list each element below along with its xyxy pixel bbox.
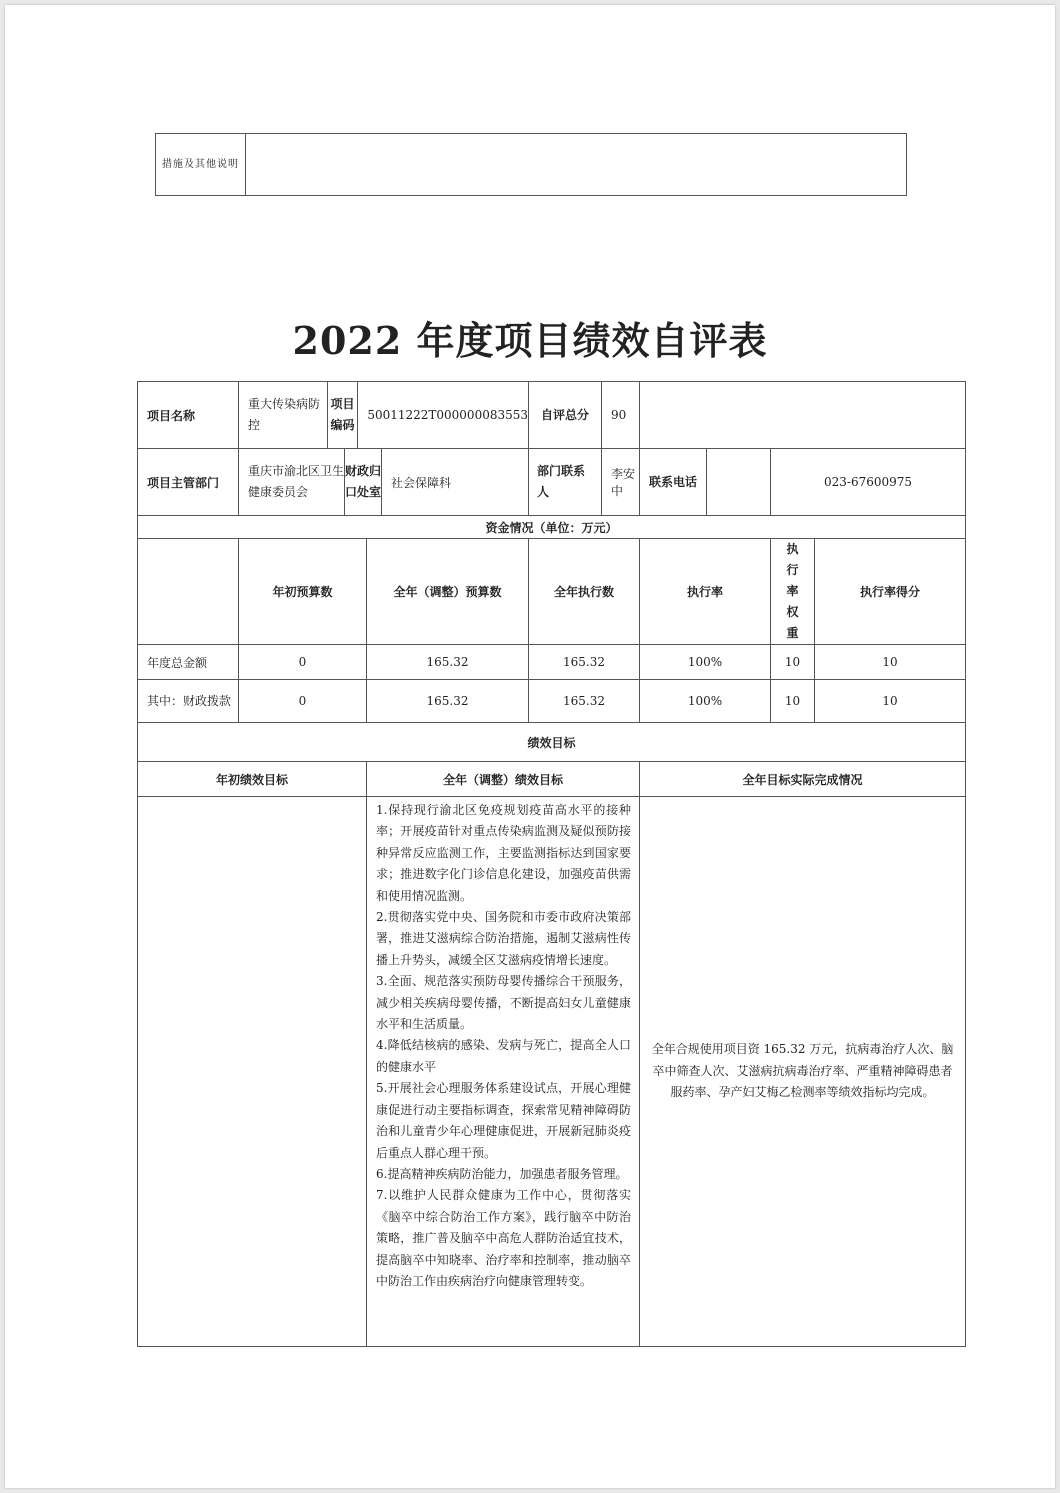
goals-initial-cell (138, 797, 367, 1347)
page-title: 2022 年度项目绩效自评表 (292, 318, 768, 363)
funds-cell: 100% (640, 680, 771, 723)
funds-header-executed: 全年执行数 (529, 539, 640, 645)
finance-office-label: 财政归口处室 (345, 449, 382, 515)
goals-adjusted-cell (367, 797, 640, 1347)
project-code-value: 50011222T000000083553 (367, 408, 529, 422)
goals-header-adjusted: 全年（调整）绩效目标 (367, 762, 640, 797)
funds-cell: 10 (815, 645, 966, 680)
goal-item: 2.贯彻落实党中央、国务院和市委市政府决策部署，推进艾滋病综合防治措施，遏制艾滋病性传播上升势头，减缓全区艾滋病疫情增长速度。 (376, 910, 632, 967)
funds-header-score: 执行率得分 (815, 539, 966, 645)
evaluation-table (137, 381, 966, 1347)
funds-cell: 165.32 (367, 645, 529, 680)
goals-section-title: 绩效目标 (138, 723, 966, 762)
measures-table (155, 133, 907, 196)
project-name-label: 项目名称 (138, 382, 239, 449)
funds-header-adjusted: 全年（调整）预算数 (367, 539, 529, 645)
goal-item: 1.保持现行渝北区免疫规划疫苗高水平的接种率；开展疫苗针对重点传染病监测及疑似预防接种异常反应监测工作，主要监测指标达到国家要求；推进数字化门诊信息化建设，加强疫苗供需和使用情况监测。 (376, 803, 632, 903)
funds-cell: 10 (771, 645, 815, 680)
funds-row-label: 其中：财政拨款 (138, 680, 239, 723)
phone-label: 联系电话 (640, 449, 707, 515)
project-code-label: 项目编码 (328, 382, 359, 448)
funds-cell: 165.32 (529, 680, 640, 723)
score-value: 90 (611, 408, 627, 422)
funds-cell: 100% (640, 645, 771, 680)
funds-header-rate: 执行率 (640, 539, 771, 645)
funds-cell: 0 (239, 645, 367, 680)
goal-item: 5.开展社会心理服务体系建设试点，开展心理健康促进行动主要指标调查，探索常见精神障碍防治和儿童青少年心理健康促进，开展新冠肺炎疫后重点人群心理干预。 (376, 1081, 632, 1160)
funds-cell: 10 (771, 680, 815, 723)
funds-cell: 165.32 (529, 645, 640, 680)
funds-section-title: 资金情况（单位：万元） (138, 516, 966, 539)
contact-value: 李安中 (611, 467, 636, 498)
funds-cell: 165.32 (367, 680, 529, 723)
project-name-value: 重大传染病防控 (239, 382, 328, 448)
goal-item: 7.以维护人民群众健康为工作中心，贯彻落实《脑卒中综合防治工作方案》，践行脑卒中防治策略，推广普及脑卒中高危人群防治适宜技术，提高脑卒中知晓率、治疗率和控制率，推动脑卒中防治工作由疾病治疗向健康管理转变。 (376, 1188, 632, 1288)
dept-label: 项目主管部门 (138, 449, 239, 516)
funds-header-weight: 执行率权重 (771, 539, 815, 645)
goal-item: 4.降低结核病的感染、发病与死亡，提高全人口的健康水平 (376, 1038, 632, 1074)
score-label: 自评总分 (529, 382, 602, 448)
goals-actual-cell: 全年合规使用项目资 165.32 万元，抗病毒治疗人次、脑卒中筛查人次、艾滋病抗病毒治疗率、严重精神障碍患者服药率、孕产妇艾梅乙检测率等绩效指标均完成。 (640, 797, 966, 1347)
goals-header-actual: 全年目标实际完成情况 (640, 762, 966, 797)
funds-cell: 10 (815, 680, 966, 723)
document-page (5, 5, 1055, 1488)
finance-office-value: 社会保障科 (391, 475, 452, 490)
dept-value: 重庆市渝北区卫生健康委员会 (239, 449, 345, 515)
goal-item: 6.提高精神疾病防治能力，加强患者服务管理。 (376, 1166, 628, 1181)
phone-value: 023-67600975 (771, 449, 966, 516)
measures-value (246, 134, 907, 196)
funds-row-label: 年度总金额 (138, 645, 239, 680)
goal-item: 3.全面、规范落实预防母婴传播综合干预服务，减少相关疾病母婴传播，不断提高妇女儿童健康水平和生活质量。 (376, 974, 632, 1032)
funds-header-initial: 年初预算数 (239, 539, 367, 645)
contact-label: 部门联系人 (529, 449, 602, 515)
goals-header-initial: 年初绩效目标 (138, 762, 367, 797)
funds-cell: 0 (239, 680, 367, 723)
measures-label: 措施及其他说明 (156, 134, 246, 196)
